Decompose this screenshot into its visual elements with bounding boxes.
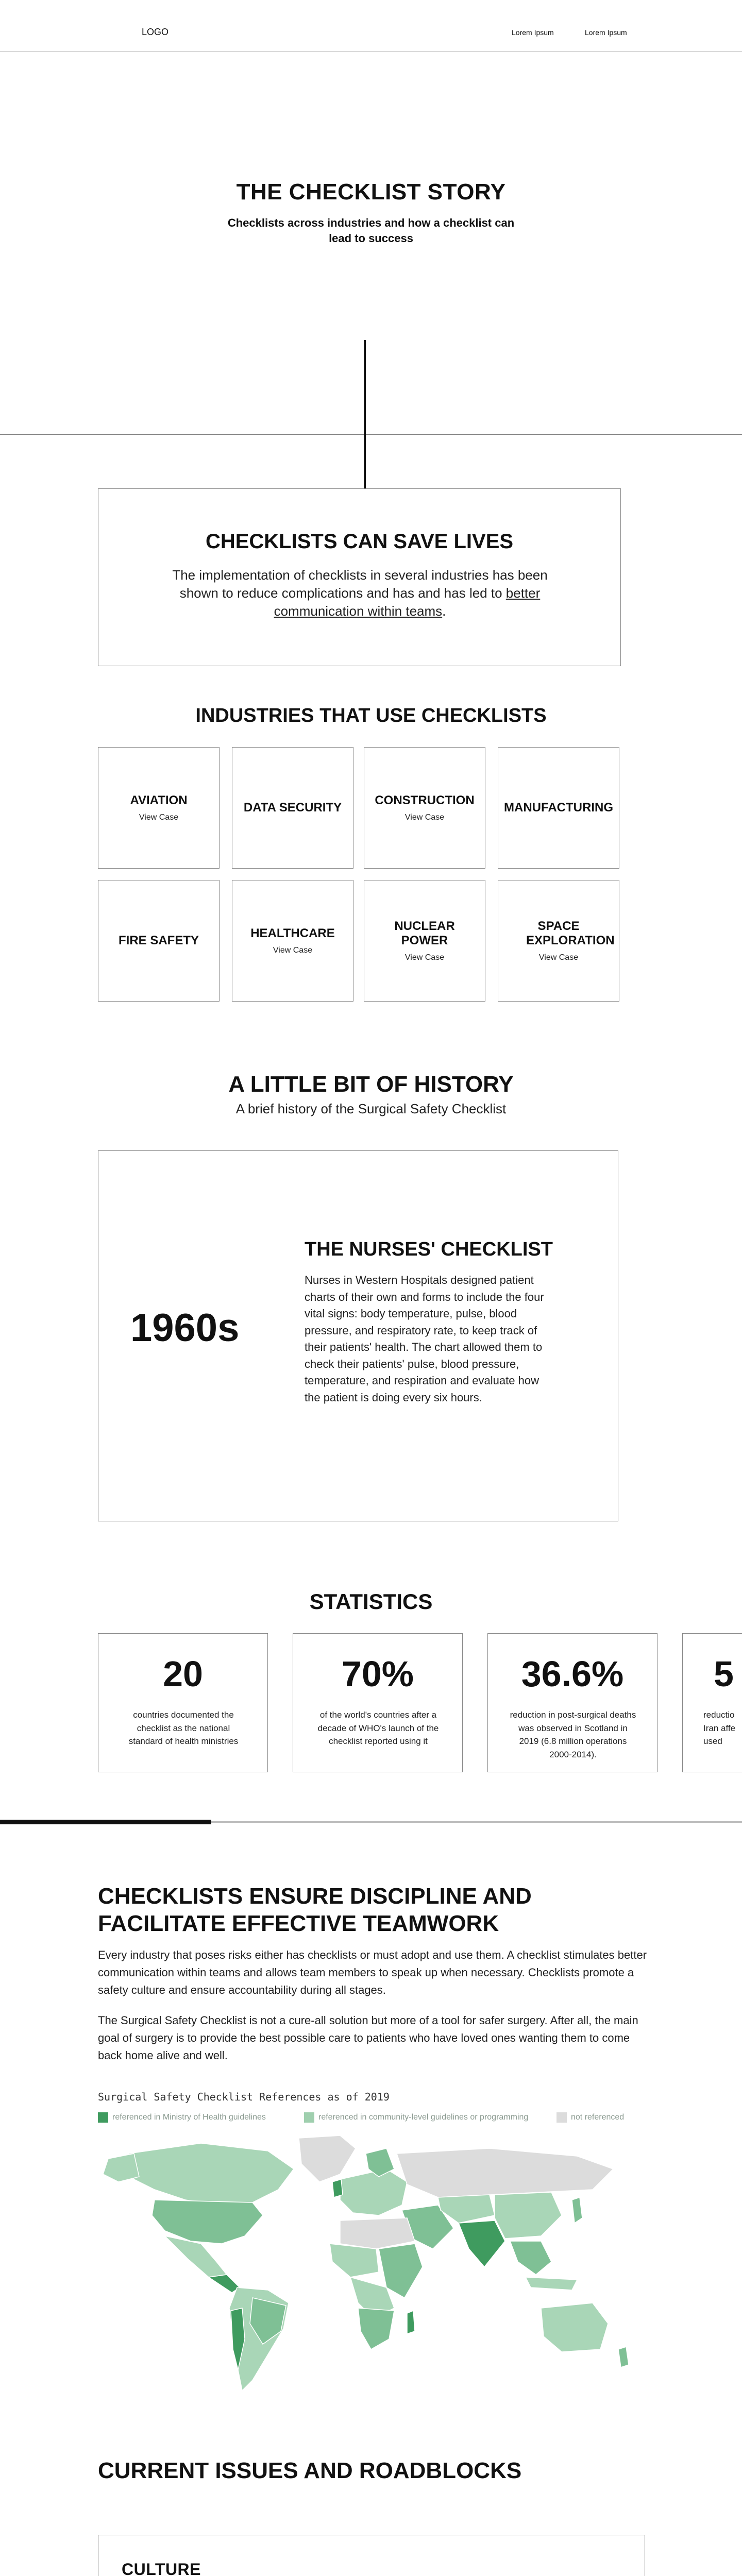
save-lives-text bbox=[165, 566, 554, 620]
map-indonesia bbox=[526, 2277, 577, 2290]
map-russia bbox=[397, 2148, 613, 2197]
industry-card-healthcare[interactable] bbox=[232, 880, 353, 1002]
map-china bbox=[495, 2192, 562, 2239]
industry-card-space-exploration[interactable] bbox=[498, 880, 619, 1002]
map-greenland bbox=[299, 2136, 356, 2182]
history-heading: THE NURSES' CHECKLIST bbox=[305, 1239, 553, 1260]
hero-divider bbox=[0, 434, 742, 435]
map-alaska bbox=[103, 2154, 139, 2182]
map-legend-item bbox=[98, 2112, 266, 2123]
map-madagascar bbox=[407, 2311, 415, 2334]
industry-name: AVIATION bbox=[130, 793, 188, 808]
industry-card-aviation[interactable] bbox=[98, 747, 220, 869]
history-year: 1960s bbox=[130, 1306, 240, 1350]
legend-swatch-dark bbox=[98, 2112, 108, 2123]
save-lives-title: CHECKLISTS CAN SAVE LIVES bbox=[205, 530, 514, 553]
map-legend-item bbox=[556, 2112, 624, 2123]
discipline-para-2: The Surgical Safety Checklist is not a cure-all solution but more of a tool for safer surgery. After all, the main goal of surgery is to provide the best possible care to patients who have loved ones wanting them to come back home alive and well. bbox=[98, 2014, 638, 2062]
stat-description: reduction in post-surgical deaths was observed in Scotland in 2019 (6.8 million operations 2000-2014). bbox=[510, 1710, 636, 1759]
nav-link-2[interactable]: Lorem Ipsum bbox=[585, 28, 627, 37]
nav-link-1[interactable]: Lorem Ipsum bbox=[512, 28, 554, 37]
history-subtitle: A brief history of the Surgical Safety Checklist bbox=[235, 1101, 507, 1116]
world-map bbox=[98, 2133, 647, 2406]
stat-card-partial bbox=[682, 1633, 742, 1772]
legend-swatch-light bbox=[304, 2112, 314, 2123]
map-canada bbox=[129, 2143, 294, 2205]
save-lives-box bbox=[98, 488, 621, 666]
industry-name: MANUFACTURING bbox=[504, 801, 613, 815]
legend-label: not referenced bbox=[571, 2113, 625, 2122]
stat-description: countries documented the checklist as the national standard of health ministries bbox=[128, 1710, 239, 1746]
discipline-para-1: Every industry that poses risks either has checklists or must adopt and use them. A checklist stimulates better communication within teams and allows team members to speak up when necessary. Checklists promote a safety culture and ensure accountability during all stages. bbox=[98, 1948, 647, 1997]
industry-name: HEALTHCARE bbox=[250, 926, 335, 941]
hero-subtitle: Checklists across industries and how a checklist can lead to success bbox=[227, 216, 515, 245]
view-case-link[interactable]: View Case bbox=[273, 945, 313, 955]
map-new-zealand bbox=[618, 2347, 629, 2367]
hero-title: THE CHECKLIST STORY bbox=[236, 179, 506, 205]
industry-name: CONSTRUCTION bbox=[375, 793, 475, 808]
map-uk bbox=[332, 2179, 343, 2197]
history-card bbox=[98, 1150, 618, 1521]
stat-value: 20 bbox=[163, 1654, 203, 1694]
logo[interactable]: LOGO bbox=[142, 27, 169, 37]
map-japan bbox=[572, 2197, 582, 2223]
industry-name: SPACE EXPLORATION bbox=[526, 919, 615, 947]
industry-card-construction[interactable] bbox=[364, 747, 485, 869]
map-north-africa bbox=[340, 2218, 415, 2249]
view-case-link[interactable]: View Case bbox=[538, 953, 579, 962]
teams-link[interactable]: better communication within teams bbox=[274, 585, 541, 619]
statistics-title: STATISTICS bbox=[309, 1589, 433, 1614]
stats-scroll-thumb[interactable] bbox=[0, 1820, 211, 1824]
map-india bbox=[459, 2221, 505, 2267]
industry-card-nuclear-power[interactable] bbox=[364, 880, 485, 1002]
stat-value: 70% bbox=[341, 1654, 414, 1694]
stat-description: reductio Iran affe used bbox=[703, 1710, 736, 1746]
save-lives-period: . bbox=[442, 603, 446, 619]
legend-label: referenced in community-level guidelines or programming bbox=[318, 2113, 529, 2122]
legend-label: referenced in Ministry of Health guidelines bbox=[112, 2113, 266, 2122]
stat-value: 5 bbox=[714, 1654, 734, 1694]
view-case-link[interactable]: View Case bbox=[139, 812, 179, 822]
map-southern-africa bbox=[358, 2308, 394, 2349]
top-nav bbox=[0, 0, 742, 52]
stat-card bbox=[487, 1633, 657, 1772]
industries-title: INDUSTRIES THAT USE CHECKLISTS bbox=[195, 705, 547, 726]
view-case-link[interactable]: View Case bbox=[404, 812, 445, 822]
industry-card-fire-safety[interactable] bbox=[98, 880, 220, 1002]
hero-vertical-line bbox=[364, 340, 366, 513]
industry-card-data-security[interactable] bbox=[232, 747, 353, 869]
discipline-title-line1: CHECKLISTS ENSURE DISCIPLINE AND bbox=[98, 1884, 532, 1909]
stat-card bbox=[293, 1633, 463, 1772]
map-southeast-asia bbox=[510, 2241, 551, 2275]
history-text: Nurses in Western Hospitals designed patient charts of their own and forms to include the four vital signs: body temperature, pulse, blood pressure, and respiratory rate, to keep track of their patients' health. The chart allowed them to check their patients' pulse, blood pressure, temperature, and respiration and evaluate how the patient is doing every six hours. bbox=[305, 1274, 544, 1404]
issue-card-culture bbox=[98, 2535, 645, 2576]
view-case-link[interactable]: View Case bbox=[404, 953, 445, 962]
industry-name: FIRE SAFETY bbox=[118, 934, 199, 948]
map-legend-item bbox=[304, 2112, 528, 2123]
stat-description: of the world's countries after a decade of WHO's launch of the checklist reported using it bbox=[317, 1710, 439, 1746]
history-title: A LITTLE BIT OF HISTORY bbox=[228, 1072, 514, 1097]
legend-swatch-grey bbox=[556, 2112, 567, 2123]
save-lives-body: The implementation of checklists in several industries has been shown to reduce complications and has and has led to bbox=[172, 567, 548, 601]
map-west-africa bbox=[330, 2244, 379, 2277]
industry-name: DATA SECURITY bbox=[243, 801, 342, 815]
stat-card bbox=[98, 1633, 268, 1772]
map-europe bbox=[340, 2169, 407, 2215]
discipline-title bbox=[98, 1883, 532, 1938]
map-title: Surgical Safety Checklist References as of 2019 bbox=[98, 2091, 390, 2103]
industry-name: NUCLEAR POWER bbox=[394, 919, 455, 947]
culture-heading: CULTURE bbox=[122, 2560, 201, 2576]
industry-card-manufacturing[interactable] bbox=[498, 747, 619, 869]
issues-title: CURRENT ISSUES AND ROADBLOCKS bbox=[98, 2458, 522, 2483]
map-australia bbox=[541, 2303, 608, 2352]
stat-value: 36.6% bbox=[521, 1654, 624, 1694]
discipline-title-line2: FACILITATE EFFECTIVE TEAMWORK bbox=[98, 1910, 499, 1936]
map-central-america bbox=[209, 2275, 240, 2293]
